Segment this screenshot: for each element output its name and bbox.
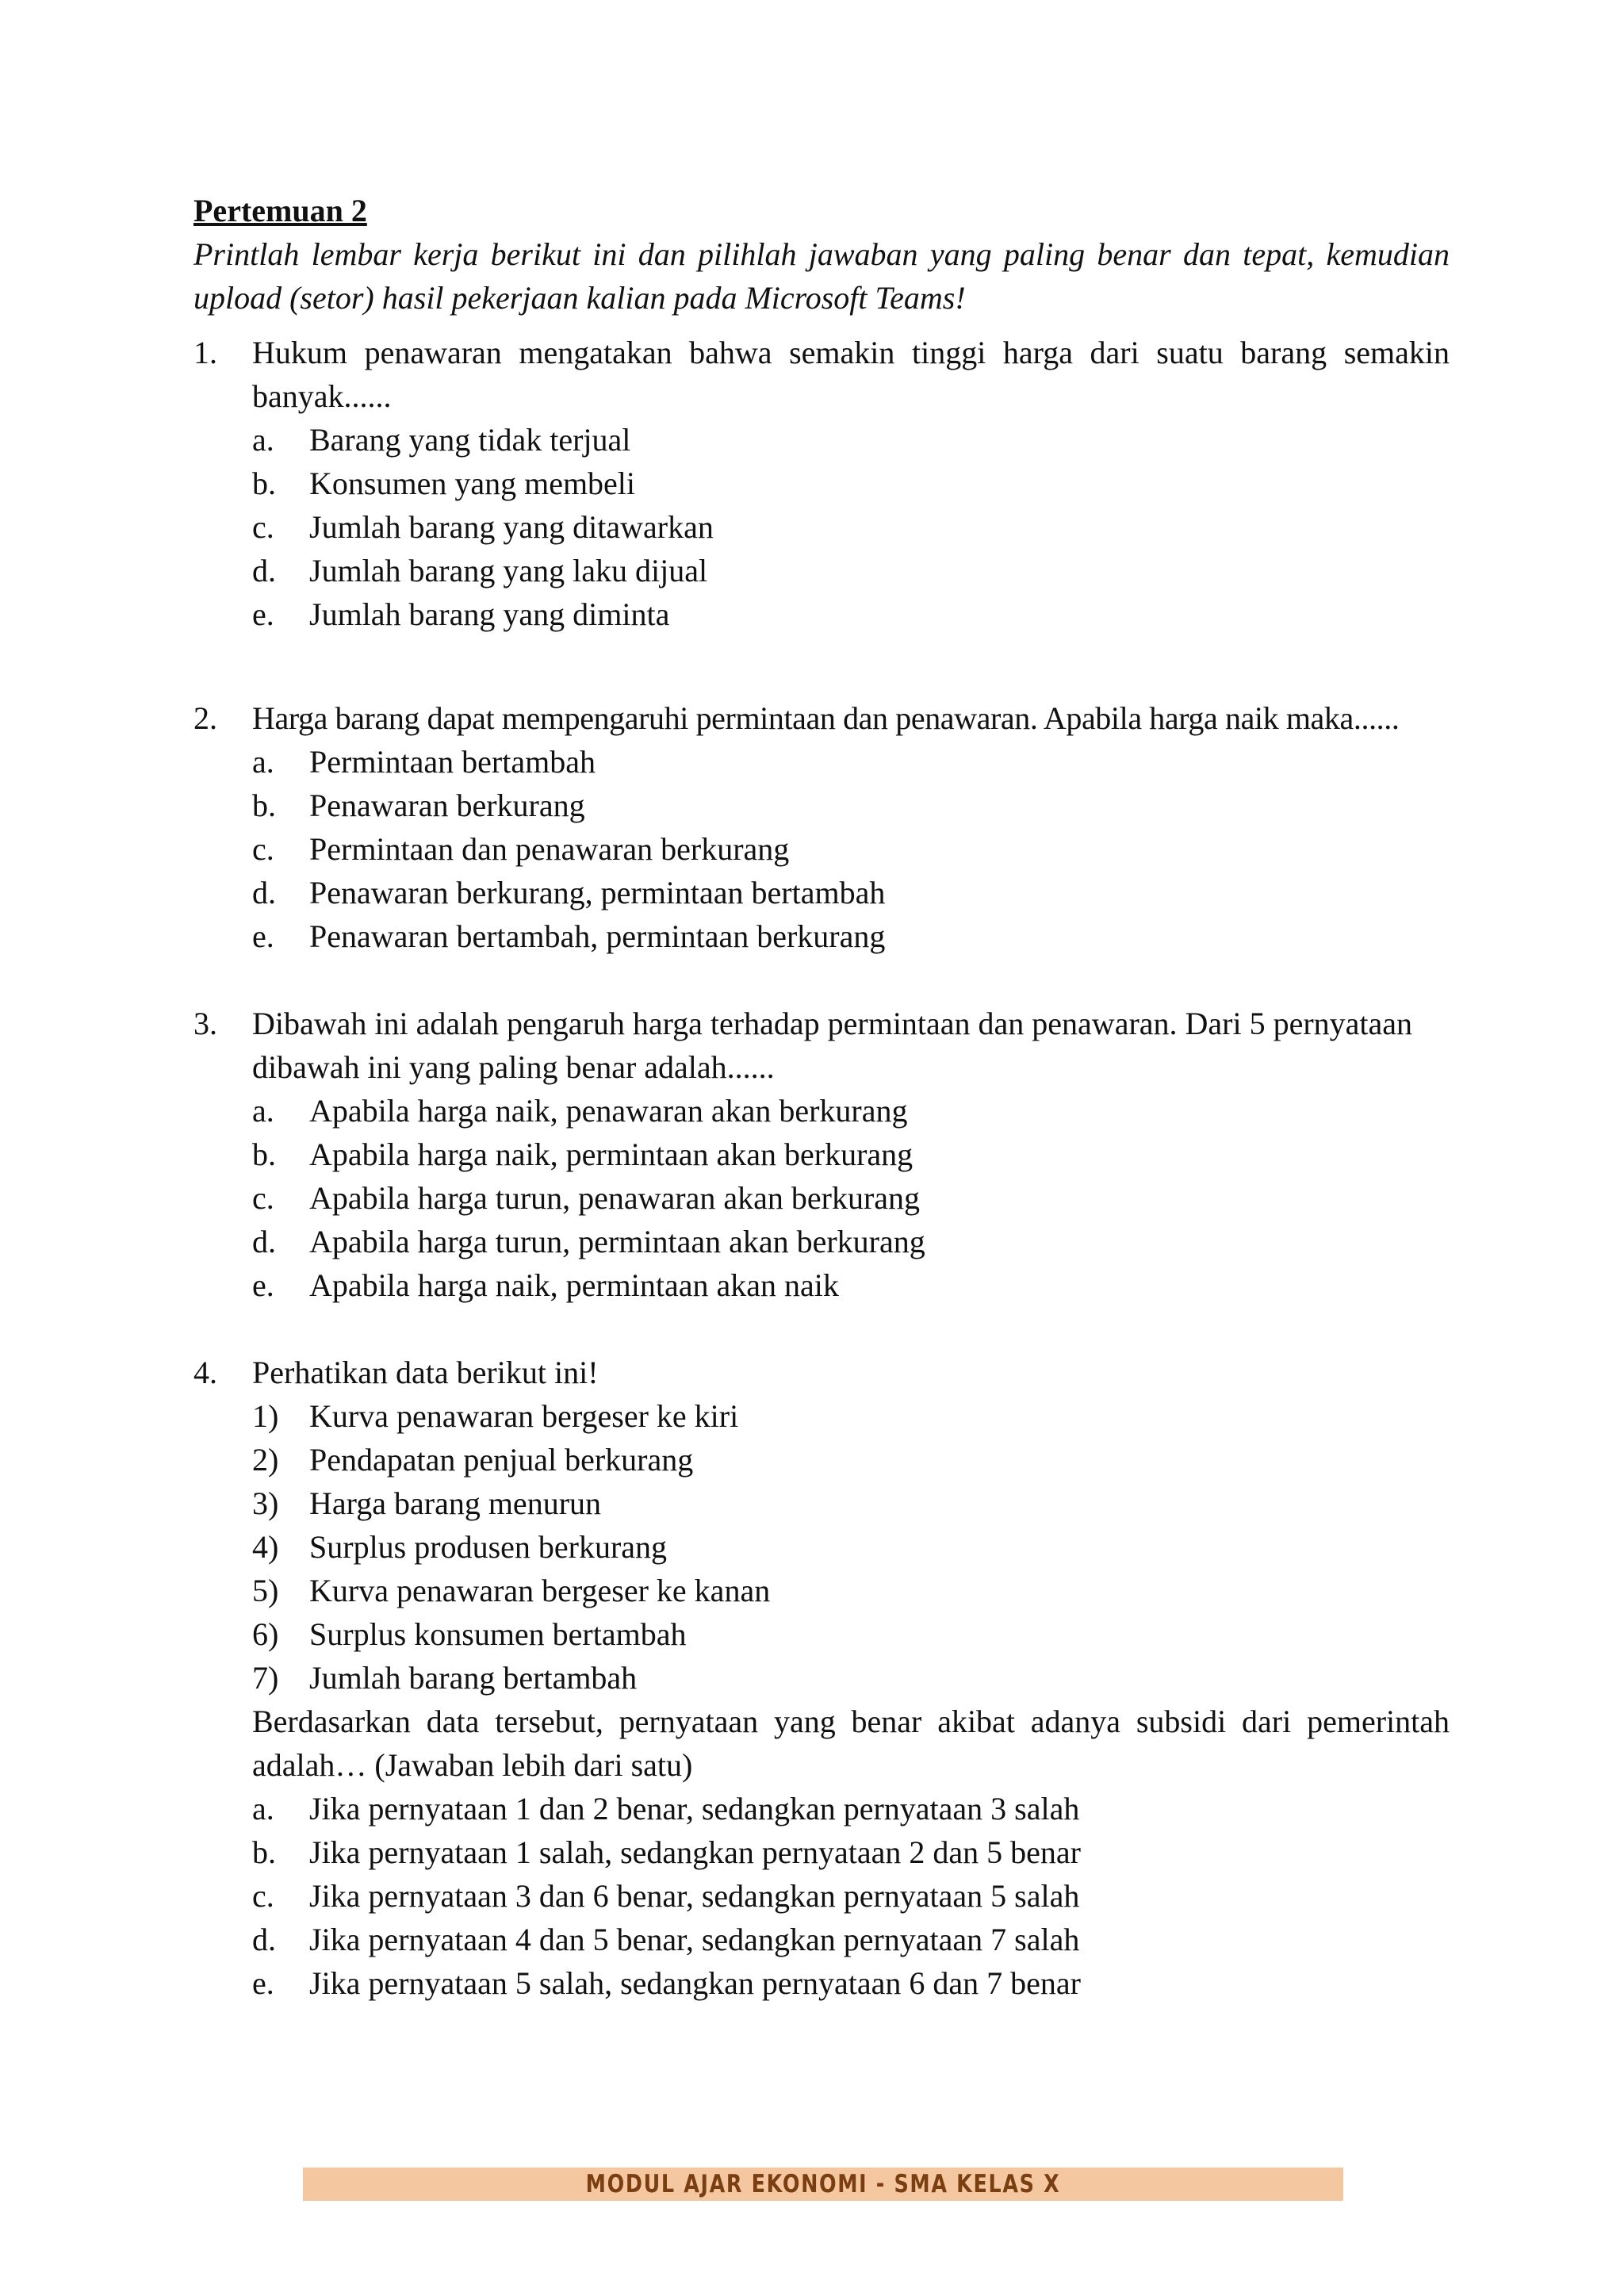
- option-c: [252, 827, 1450, 871]
- option-text: Penawaran berkurang, permintaan bertambah: [309, 875, 886, 910]
- option-label: e.: [252, 1267, 274, 1303]
- option-text: Jumlah barang yang laku dijual: [309, 553, 708, 588]
- option-e: [252, 914, 1450, 958]
- option-e: [252, 1961, 1450, 2005]
- option-label: b.: [252, 1834, 276, 1870]
- option-label: e.: [252, 596, 274, 632]
- question-followup: Berdasarkan data tersebut, pernyataan yang benar akibat adanya subsidi dari pemerintah adalah… (Jawaban lebih dari satu): [252, 1704, 1450, 1783]
- statement-text: Kurva penawaran bergeser ke kanan: [309, 1573, 771, 1608]
- option-text: Jika pernyataan 5 salah, sedangkan pernyataan 6 dan 7 benar: [309, 1965, 1081, 2001]
- option-label: d.: [252, 553, 276, 588]
- instruction-text: Printlah lembar kerja berikut ini dan pilihlah jawaban yang paling benar dan tepat, kemudian upload (setor) hasil pekerjaan kalian pada Microsoft Teams!: [193, 236, 1450, 316]
- page-title: Pertemuan 2: [193, 193, 367, 228]
- question-1: [193, 331, 1450, 636]
- option-text: Barang yang tidak terjual: [309, 422, 631, 458]
- option-text: Permintaan bertambah: [309, 744, 596, 780]
- option-a: [252, 1089, 1450, 1133]
- option-label: d.: [252, 1224, 276, 1259]
- option-c: [252, 1874, 1450, 1918]
- document-body: [193, 189, 1450, 2005]
- option-label: a.: [252, 1791, 274, 1826]
- option-text: Konsumen yang membeli: [309, 466, 636, 501]
- option-text: Apabila harga turun, penawaran akan berkurang: [309, 1180, 921, 1216]
- statement-1: [252, 1394, 1450, 1438]
- statement-text: Surplus produsen berkurang: [309, 1529, 668, 1565]
- option-label: d.: [252, 875, 276, 910]
- question-text: Hukum penawaran mengatakan bahwa semakin tinggi harga dari suatu barang semakin banyak......: [252, 335, 1450, 414]
- option-text: Jika pernyataan 1 dan 2 benar, sedangkan pernyataan 3 salah: [309, 1791, 1080, 1826]
- option-text: Apabila harga naik, penawaran akan berkurang: [309, 1093, 908, 1129]
- question-2: [193, 696, 1450, 958]
- question-4: [193, 1351, 1450, 2005]
- option-text: Jika pernyataan 4 dan 5 benar, sedangkan pernyataan 7 salah: [309, 1922, 1080, 1957]
- option-label: b.: [252, 1137, 276, 1172]
- statement-7: [252, 1656, 1450, 1700]
- option-label: e.: [252, 1965, 274, 2001]
- statement-text: Pendapatan penjual berkurang: [309, 1442, 694, 1478]
- option-label: a.: [252, 1093, 274, 1129]
- option-label: a.: [252, 744, 274, 780]
- footer-banner: MODUL AJAR EKONOMI - SMA KELAS X: [303, 2168, 1343, 2201]
- option-text: Jumlah barang yang ditawarkan: [309, 509, 714, 545]
- option-text: Apabila harga naik, permintaan akan berkurang: [309, 1137, 914, 1172]
- option-label: c.: [252, 1180, 274, 1216]
- option-label: c.: [252, 1878, 274, 1914]
- statement-3: [252, 1481, 1450, 1525]
- option-label: a.: [252, 422, 274, 458]
- option-b: [252, 1133, 1450, 1176]
- option-d: [252, 549, 1450, 592]
- option-d: [252, 1918, 1450, 1961]
- question-number: 4.: [193, 1355, 217, 1390]
- option-b: [252, 1830, 1450, 1874]
- statement-text: Kurva penawaran bergeser ke kiri: [309, 1398, 739, 1434]
- spacer: [193, 958, 1450, 1002]
- statement-label: 7): [252, 1660, 279, 1696]
- spacer: [193, 636, 1450, 696]
- statement-text: Surplus konsumen bertambah: [309, 1616, 687, 1652]
- option-text: Permintaan dan penawaran berkurang: [309, 831, 790, 867]
- question-number: 1.: [193, 335, 217, 370]
- option-c: [252, 1176, 1450, 1220]
- statement-label: 6): [252, 1616, 279, 1652]
- option-label: e.: [252, 918, 274, 954]
- option-label: b.: [252, 788, 276, 823]
- option-label: b.: [252, 466, 276, 501]
- option-a: [252, 418, 1450, 462]
- statement-2: [252, 1438, 1450, 1481]
- option-label: c.: [252, 831, 274, 867]
- question-3: [193, 1002, 1450, 1307]
- statement-6: [252, 1612, 1450, 1656]
- option-text: Jumlah barang yang diminta: [309, 596, 670, 632]
- option-text: Apabila harga naik, permintaan akan naik: [309, 1267, 839, 1303]
- spacer: [193, 1307, 1450, 1351]
- option-text: Apabila harga turun, permintaan akan berkurang: [309, 1224, 925, 1259]
- option-a: [252, 1787, 1450, 1830]
- statement-4: [252, 1525, 1450, 1569]
- option-text: Jika pernyataan 3 dan 6 benar, sedangkan pernyataan 5 salah: [309, 1878, 1080, 1914]
- question-number: 3.: [193, 1006, 217, 1041]
- statement-label: 1): [252, 1398, 279, 1434]
- option-text: Jika pernyataan 1 salah, sedangkan pernyataan 2 dan 5 benar: [309, 1834, 1081, 1870]
- option-e: [252, 1263, 1450, 1307]
- option-b: [252, 462, 1450, 505]
- statement-label: 3): [252, 1485, 279, 1521]
- option-c: [252, 505, 1450, 549]
- statement-5: [252, 1569, 1450, 1612]
- option-text: Penawaran bertambah, permintaan berkurang: [309, 918, 886, 954]
- question-text: Dibawah ini adalah pengaruh harga terhadap permintaan dan penawaran. Dari 5 pernyataan dibawah ini yang paling benar adalah......: [252, 1006, 1413, 1085]
- statement-text: Jumlah barang bertambah: [309, 1660, 638, 1696]
- option-label: d.: [252, 1922, 276, 1957]
- option-e: [252, 592, 1450, 636]
- question-text: Harga barang dapat mempengaruhi permintaan dan penawaran. Apabila harga naik maka......: [252, 700, 1400, 736]
- option-d: [252, 871, 1450, 914]
- statement-label: 5): [252, 1573, 279, 1608]
- option-a: [252, 740, 1450, 784]
- question-text: Perhatikan data berikut ini!: [252, 1355, 599, 1390]
- option-d: [252, 1220, 1450, 1263]
- question-number: 2.: [193, 700, 217, 736]
- statement-label: 2): [252, 1442, 279, 1478]
- statement-text: Harga barang menurun: [309, 1485, 602, 1521]
- option-label: c.: [252, 509, 274, 545]
- option-text: Penawaran berkurang: [309, 788, 585, 823]
- option-b: [252, 784, 1450, 827]
- statement-label: 4): [252, 1529, 279, 1565]
